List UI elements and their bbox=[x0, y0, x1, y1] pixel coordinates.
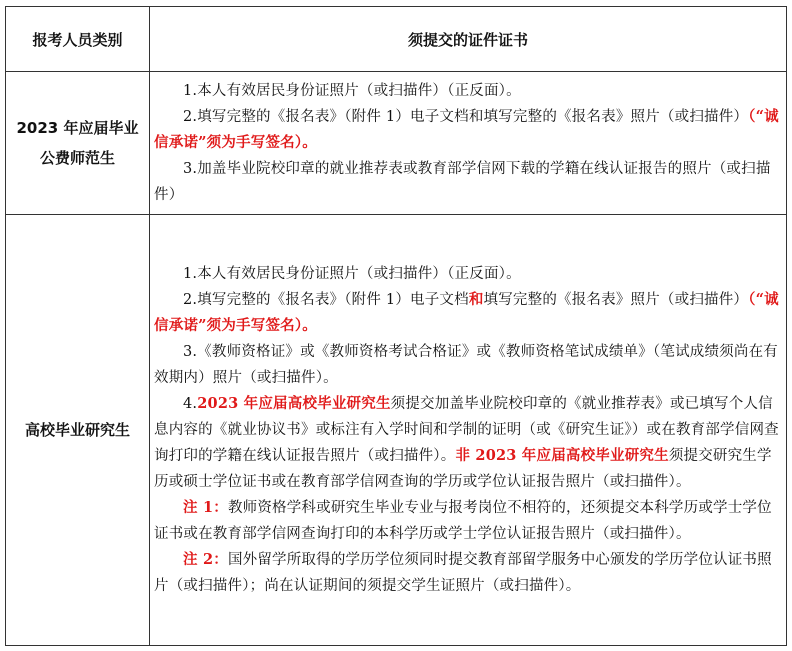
emphasis-fresh-graduates: 2023 年应届高校毕业研究生 bbox=[197, 395, 391, 412]
item-text: 填写完整的《报名表》照片（或扫描件） bbox=[483, 292, 749, 308]
list-item bbox=[154, 287, 784, 339]
header-documents: 须提交的证件证书 bbox=[150, 7, 787, 72]
category-label: 高校毕业研究生 bbox=[24, 421, 130, 439]
note-text: 国外留学所取得的学历学位须同时提交教育部留学服务中心颁发的学历学位认证书照片（或扫描件）；尚在认证期间的须提交学生证照片（或扫描件）。 bbox=[154, 552, 772, 594]
table-header-row bbox=[6, 7, 787, 72]
list-item bbox=[154, 104, 784, 156]
signature-warning: （“诚信承诺”须为手写签名）。 bbox=[154, 108, 779, 151]
list-item: 3.《教师资格证》或《教师资格考试合格证》或《教师资格笔试成绩单》（笔试成绩须尚在有效期内）照片（或扫描件）。 bbox=[154, 344, 778, 386]
list-item: 1.本人有效居民身份证照片（或扫描件）（正反面）。 bbox=[183, 83, 521, 99]
table-row bbox=[6, 72, 787, 215]
list-item: 3.加盖毕业院校印章的就业推荐表或教育部学信网下载的学籍在线认证报告的照片（或扫描件） bbox=[154, 161, 771, 203]
signature-warning: （“诚信承诺”须为手写签名）。 bbox=[154, 291, 779, 334]
documents-cell bbox=[150, 72, 787, 215]
table-row bbox=[6, 215, 787, 646]
note-label: 注 1： bbox=[183, 499, 228, 516]
item-text: 2.填写完整的《报名表》（附件 1）电子文档和填写完整的《报名表》照片（或扫描件） bbox=[183, 109, 749, 125]
requirements-document bbox=[5, 6, 787, 646]
category-cell bbox=[6, 215, 150, 646]
note-label: 注 2： bbox=[183, 551, 228, 568]
note-text: 教师资格学科或研究生毕业专业与报考岗位不相符的，还须提交本科学历或学士学位证书或在教育部学信网查询打印的本科学历或学士学位认证报告照片（或扫描件）。 bbox=[154, 500, 772, 542]
header-category: 报考人员类别 bbox=[6, 7, 150, 72]
item-text: 须提交研究生学历或硕士学位证书或在教育部学信网查询的学历或学位认证报告照片（或扫描件）。 bbox=[154, 448, 772, 490]
category-label-line2: 公费师范生 bbox=[39, 149, 115, 167]
note-item bbox=[154, 495, 784, 547]
item-text: 须提交加盖毕业院校印章的《就业推荐表》或已填写个人信息内容的《就业协议书》或标注有入学时间和学制的证明（或《研究生证》）或在教育部学信网查询打印的学籍在线认证报告照片（或扫描件）。 bbox=[154, 396, 779, 464]
documents-cell bbox=[150, 215, 787, 646]
item-number: 4. bbox=[183, 396, 198, 412]
item-text: 2.填写完整的《报名表》（附件 1）电子文档 bbox=[183, 292, 469, 308]
category-cell bbox=[6, 72, 150, 215]
emphasis-and: 和 bbox=[468, 291, 484, 308]
list-item: 1.本人有效居民身份证照片（或扫描件）（正反面）。 bbox=[183, 266, 521, 282]
emphasis-non-fresh-graduates: 非 2023 年应届高校毕业研究生 bbox=[455, 447, 669, 464]
category-label-line1: 2023 年应届毕业 bbox=[16, 119, 139, 137]
note-item bbox=[154, 547, 784, 599]
list-item bbox=[154, 391, 784, 495]
requirements-table bbox=[5, 6, 787, 646]
